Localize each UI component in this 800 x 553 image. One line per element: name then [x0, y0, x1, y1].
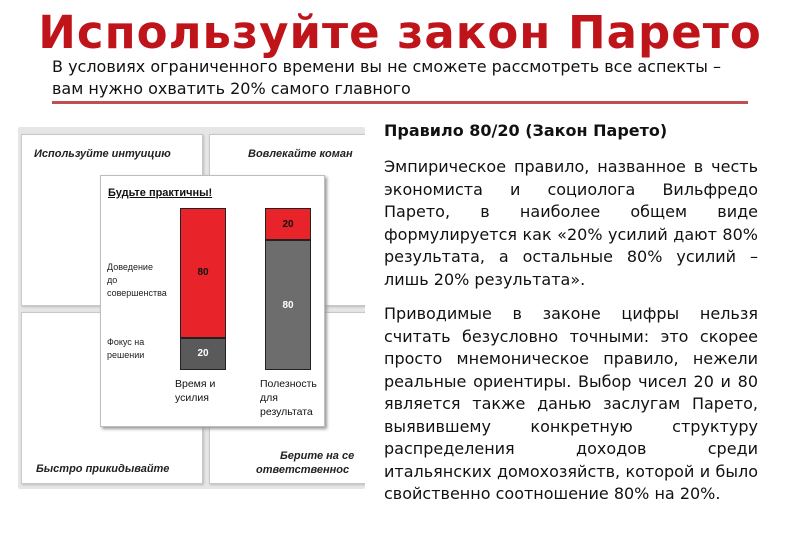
bar-segment — [265, 208, 311, 240]
bar-column — [265, 208, 311, 370]
text-column — [384, 120, 758, 518]
x-tick-label: Полезность для результата — [260, 378, 317, 418]
text-paragraph-2: Приводимые в законе цифры нельзя считать безусловно точными: это скорее просто мнемоническое правило, нежели реальные ориентиры. Выбор чисел 20 и 80 является также данью заслугам Парето, выявившему конкретную структуру распределения доходов среди итальянских домохозяйств, которой и было свойственно соотношение 80% на 20%. — [384, 304, 758, 503]
bar-value-label: 20 — [282, 218, 294, 230]
card-label-intuition: Используйте интуицию — [34, 148, 171, 160]
practical-chart-panel — [100, 175, 325, 427]
bar-value-label: 80 — [197, 267, 209, 279]
bar-value-label: 80 — [282, 299, 294, 311]
card-label-responsibility-2: ответственнос — [256, 464, 350, 476]
pareto-figure — [18, 127, 365, 489]
row-label: Доведение до совершенства — [107, 262, 167, 298]
card-label-responsibility-1: Берите на се — [280, 450, 355, 462]
slide-title: Используйте закон Парето — [38, 6, 762, 59]
x-tick-label: Время и усилия — [175, 378, 216, 404]
card-label-estimate: Быстро прикидывайте — [36, 463, 170, 475]
slide-subtitle: В условиях ограниченного времени вы не сможете рассмотреть все аспекты – вам нужно охватить 20% самого главного — [52, 57, 721, 98]
text-paragraph-1: Эмпирическое правило, названное в честь экономиста и социолога Вильфредо Парето, в наиболее общем виде формулируется как «20% усилий дают 80% результата, а остальные 80% усилий – лишь 20% результата». — [384, 157, 758, 289]
title-divider — [52, 101, 748, 104]
bar-segment — [265, 240, 311, 370]
bar-column — [180, 208, 226, 370]
text-heading: Правило 80/20 (Закон Парето) — [384, 121, 668, 140]
card-label-team: Вовлекайте коман — [248, 148, 353, 160]
bar-segment — [180, 338, 226, 370]
row-label: Фокус на решении — [107, 337, 145, 360]
bar-value-label: 20 — [197, 348, 209, 360]
bar-segment — [180, 208, 226, 338]
panel-title: Будьте практичны! — [108, 187, 213, 199]
